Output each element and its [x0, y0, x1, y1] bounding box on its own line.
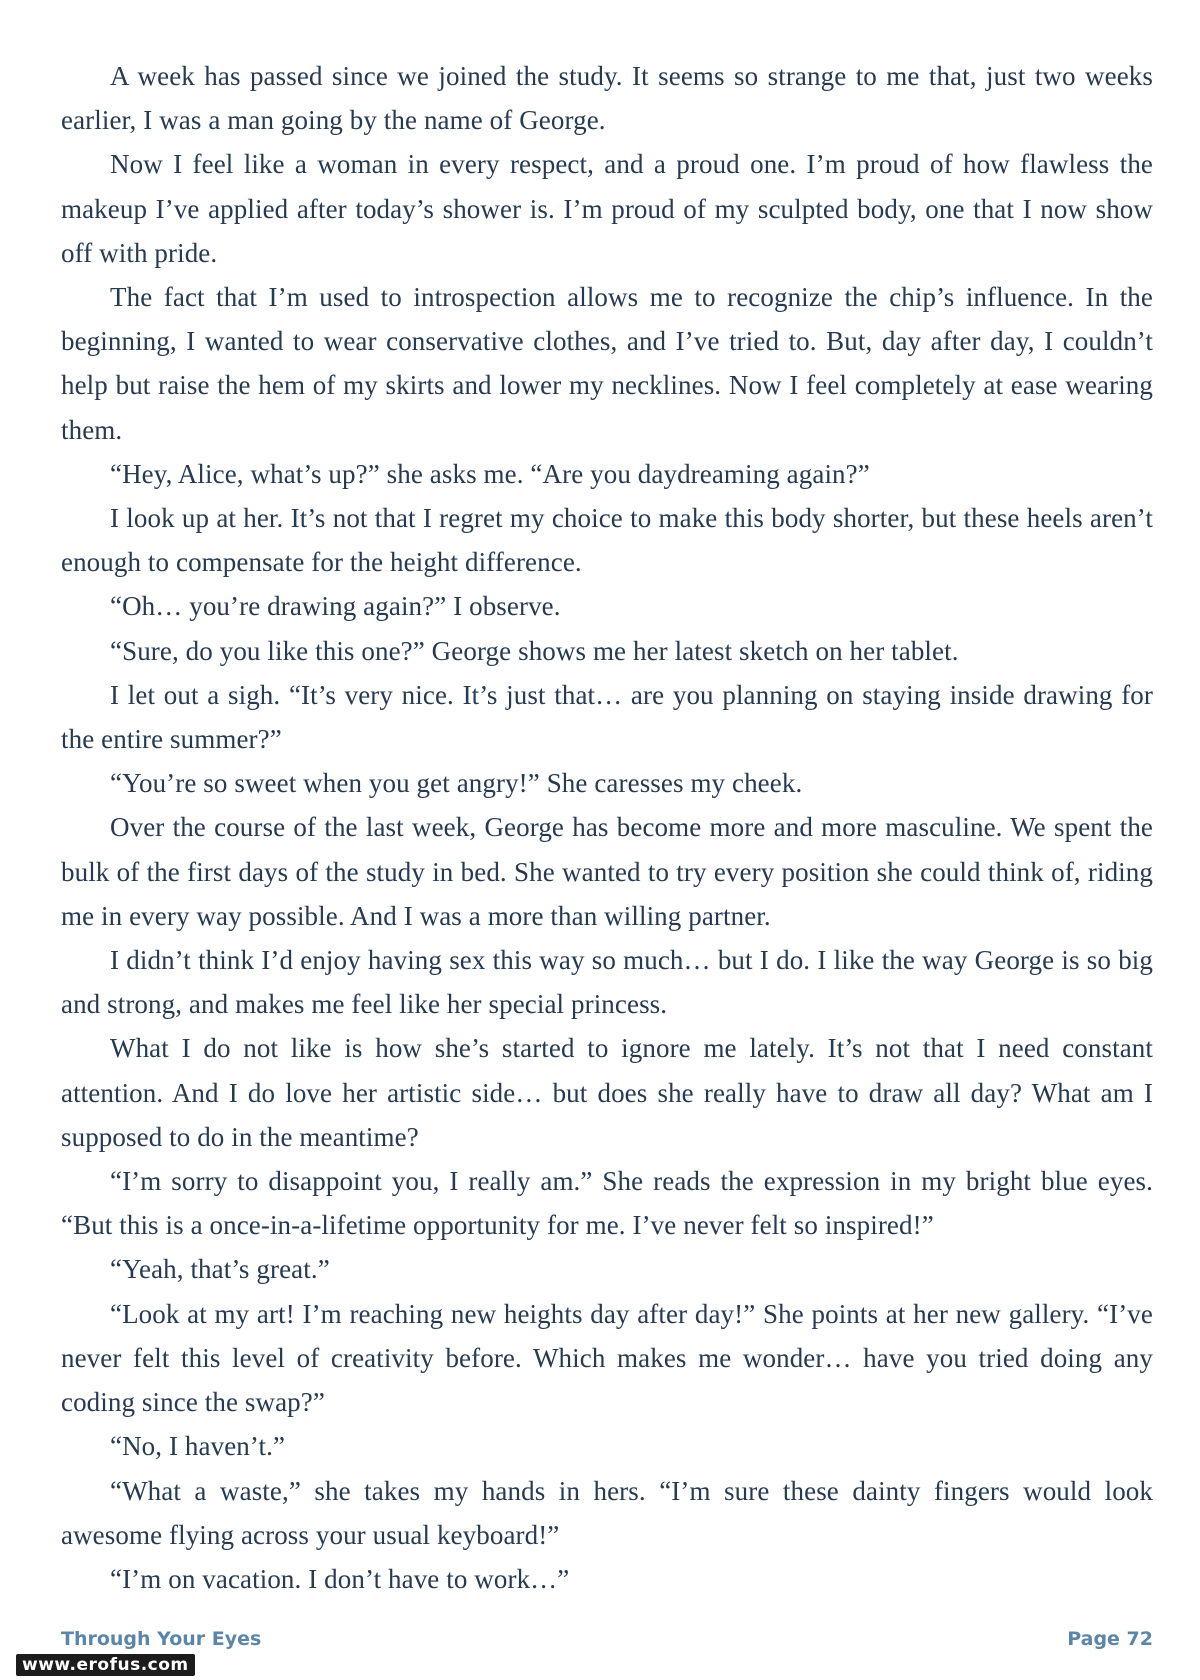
paragraph: “Yeah, that’s great.”: [110, 1254, 330, 1285]
paragraph: “I’m on vacation. I don’t have to work…”: [110, 1563, 570, 1594]
story-text: [61, 54, 1153, 1601]
paragraph: “Oh… you’re drawing again?” I observe.: [110, 591, 561, 622]
paragraph: “I’m sorry to disappoint you, I really am.” She reads the expression in my bright blue eyes. “But this is a once-in-a-lifetime opportunity for me. I’ve never felt so inspired!”: [61, 1166, 1153, 1241]
paragraph: I look up at her. It’s not that I regret my choice to make this body shorter, but these heels aren’t enough to compensate for the height difference.: [61, 503, 1153, 578]
paragraph: A week has passed since we joined the study. It seems so strange to me that, just two weeks earlier, I was a man going by the name of George.: [61, 61, 1153, 136]
paragraph: I didn’t think I’d enjoy having sex this way so much… but I do. I like the way George is so big and strong, and makes me feel like her special princess.: [61, 945, 1153, 1020]
site-watermark: www.erofus.com: [16, 1654, 195, 1676]
paragraph: “Sure, do you like this one?” George shows me her latest sketch on her tablet.: [110, 635, 959, 666]
paragraph: Over the course of the last week, George has become more and more masculine. We spent the bulk of the first days of the study in bed. She wanted to try every position she could think of, riding me in every way possible. And I was a more than willing partner.: [61, 812, 1153, 931]
paragraph: “Look at my art! I’m reaching new heights day after day!” She points at her new gallery. “I’ve never felt this level of creativity before. Which makes me wonder… have you tried doing any coding since the swap?”: [61, 1298, 1153, 1418]
paragraph: Now I feel like a woman in every respect, and a proud one. I’m proud of how flawless the makeup I’ve applied after today’s shower is. I’m proud of my sculpted body, one that I now show off with pride.: [61, 149, 1153, 268]
paragraph: The fact that I’m used to introspection allows me to recognize the chip’s influence. In the beginning, I wanted to wear conservative clothes, and I’ve tried to. But, day after day, I couldn’t help but raise the hem of my skirts and lower my necklines. Now I feel completely at ease wearing them.: [61, 282, 1153, 445]
paragraph: “No, I haven’t.”: [110, 1431, 286, 1462]
book-title: Through Your Eyes: [61, 1628, 262, 1650]
paragraph: I let out a sigh. “It’s very nice. It’s just that… are you planning on staying inside drawing for the entire summer?”: [61, 679, 1153, 755]
paragraph: “What a waste,” she takes my hands in hers. “I’m sure these dainty fingers would look awesome flying across your usual keyboard!”: [61, 1475, 1153, 1550]
page-number: Page 72: [1067, 1628, 1153, 1650]
paragraph: What I do not like is how she’s started to ignore me lately. It’s not that I need constant attention. And I do love her artistic side… but does she really have to draw all day? What am I supposed to do in the meantime?: [61, 1033, 1153, 1152]
page-footer: [61, 1628, 1153, 1656]
paragraph: “You’re so sweet when you get angry!” She caresses my cheek.: [110, 768, 803, 799]
paragraph: “Hey, Alice, what’s up?” she asks me. “Are you daydreaming again?”: [110, 458, 870, 489]
